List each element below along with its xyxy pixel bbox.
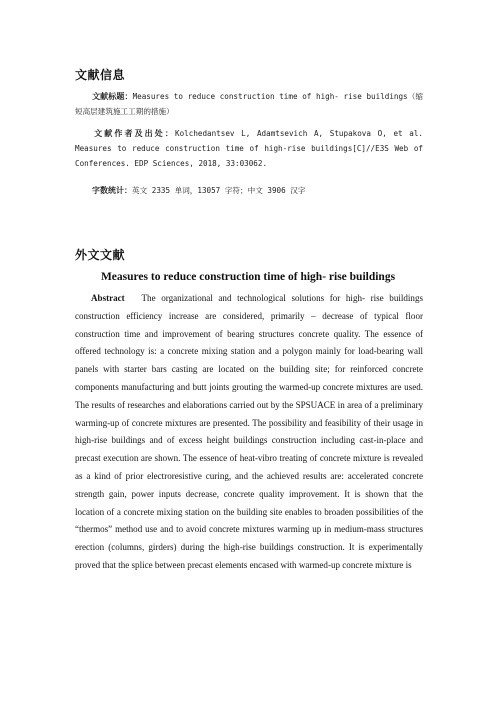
doc-count-entry: [75, 183, 423, 198]
doc-title-entry: [75, 89, 423, 119]
abstract-text: The organizational and technological solutions for high- rise buildings construction efficiency increase are considered, primarily – decrease of typical floor construction time and improvement of bearing structures concrete quality. The essence of offered technology is: a concrete mixing station and a polygon mainly for load-bearing wall panels with starter bars casting are located on the building site; for reinforced concrete components manufacturing and butt joints grouting the warmed-up concrete mixtures are used. The results of researches and elaborations carried out by the SPSUACE in area of a preliminary warming-up of concrete mixtures are presented. The possibility and feasibility of their usage in high-rise buildings and of excess height buildings construction including cast-in-place and precast execution are shown. The essence of heat-vibro treating of concrete mixture is revealed as a kind of prior electroresistive curing, and the achieved results are: accelerated concrete strength gain, power inputs decrease, concrete quality improvement. It is shown that the location of a concrete mixing station on the building site enables to broaden possibilities of the “thermos” method use and to avoid concrete mixtures warming up in medium-mass structures erection (columns, girders) during the high-rise buildings construction. It is experimentally proved that the splice between precast elements encased with warmed-up concrete mixture is: [75, 293, 423, 570]
doc-title-label: 文献标题：: [92, 92, 133, 101]
doc-title-value: Measures to reduce construction time of high- rise buildings（缩短高层建筑施工工期的措施）: [75, 92, 423, 116]
abstract-paragraph: [75, 290, 423, 575]
doc-count-label: 字数统计：: [92, 186, 132, 195]
paper-title: Measures to reduce construction time of high- rise buildings: [100, 271, 396, 283]
section-heading-foreign: 外文文献: [75, 248, 126, 262]
doc-author-label: 文献作者及出处：: [92, 129, 176, 138]
doc-author-value: Kolchedantsev L, Adamtsevich A, Stupakova O, et al. Measures to reduce construction time of high-rise buildings[C]//E3S Web of Conferences. EDP Sciences, 2018, 33:03062.: [75, 129, 423, 168]
abstract-label: Abstract: [91, 293, 125, 303]
doc-author-entry: [75, 126, 423, 171]
section-heading-info: 文献信息: [75, 68, 126, 82]
doc-count-value: 英文 2335 单词，13057 字符；中文 3906 汉字: [132, 186, 306, 195]
